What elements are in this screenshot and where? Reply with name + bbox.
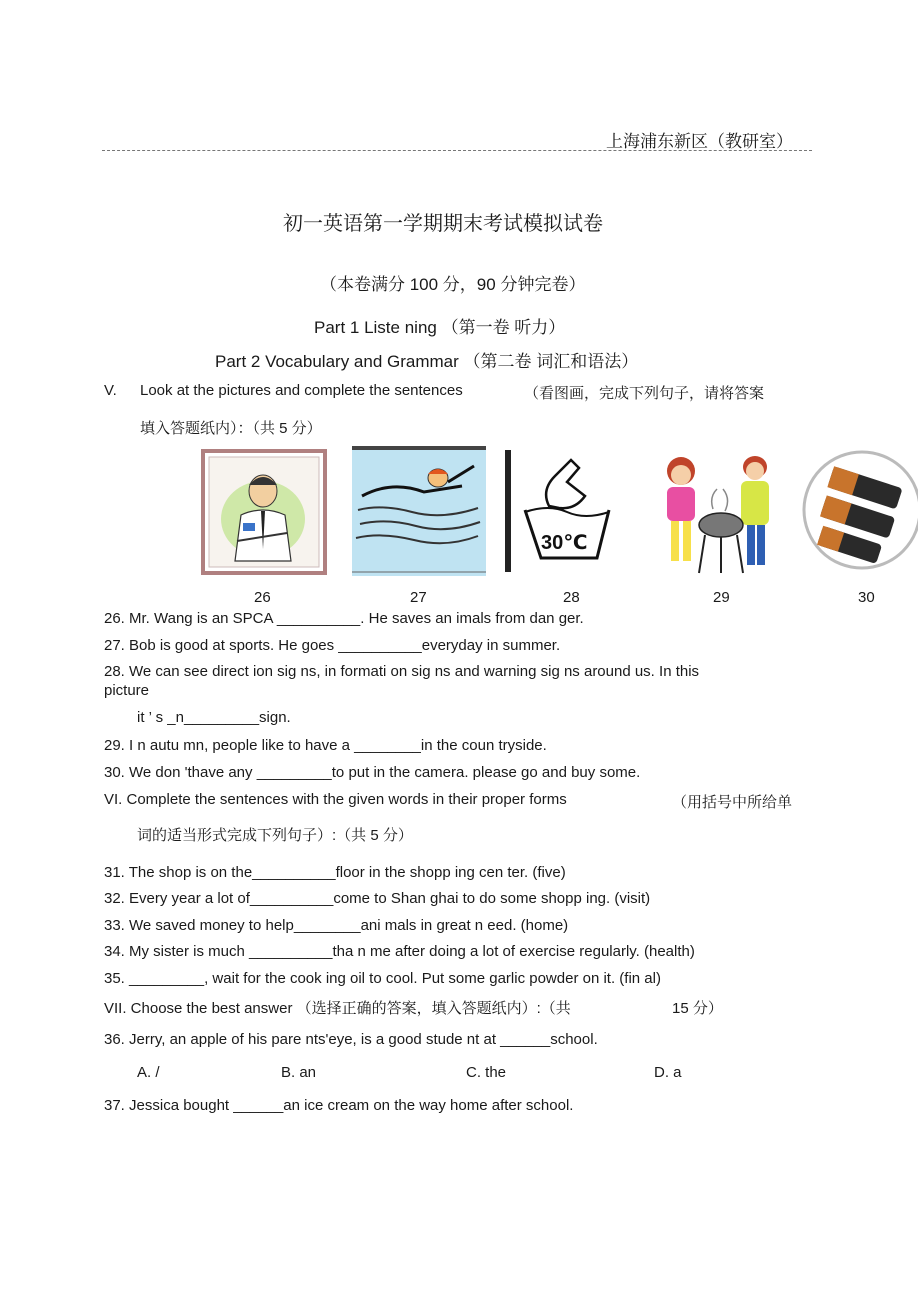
section5-instruction-cn-2: 填入答题纸内）：（共 5 分） bbox=[140, 420, 322, 437]
picture-label-29: 29 bbox=[713, 589, 730, 606]
question-37: 37. Jessica bought ______an ice cream on the way home after school. bbox=[104, 1097, 574, 1114]
question-30: 30. We don 'thave any _________to put in the camera. please go and buy some. bbox=[104, 764, 641, 781]
wash-temperature: 30℃ bbox=[541, 532, 588, 554]
section6-instruction-cn: （用括号中所给单 bbox=[672, 794, 793, 811]
section6-instruction-cn-2: 词的适当形式完成下列句子）:（共 5 分） bbox=[137, 827, 413, 844]
wash-symbol-picture bbox=[505, 450, 613, 572]
officer-picture bbox=[201, 449, 327, 575]
picture-label-26: 26 bbox=[254, 589, 271, 606]
page-subtitle: （本卷满分 100 分，90 分钟完卷） bbox=[320, 275, 586, 294]
header-org: 上海浦东新区（教研室） bbox=[606, 132, 793, 151]
batteries-picture bbox=[800, 447, 918, 573]
section5-instruction-cn: （看图画，完成下列句子，请将答案 bbox=[524, 385, 765, 402]
page-title: 初一英语第一学期期末考试模拟试卷 bbox=[283, 213, 603, 235]
question-27: 27. Bob is good at sports. He goes __________everyday in summer. bbox=[104, 637, 561, 654]
section7-score: 15 分） bbox=[672, 1000, 723, 1017]
question-26: 26. Mr. Wang is an SPCA __________. He saves an imals from dan ger. bbox=[104, 610, 584, 627]
header-divider bbox=[102, 150, 812, 151]
question-28-cont: picture bbox=[104, 682, 150, 699]
question-36-option-c: C. the bbox=[466, 1064, 507, 1081]
part2-heading: Part 2 Vocabulary and Grammar （第二卷 词汇和语法） bbox=[215, 352, 639, 371]
question-32: 32. Every year a lot of__________come to Shan ghai to do some shopp ing. (visit) bbox=[104, 890, 651, 907]
question-36-option-d: D. a bbox=[654, 1064, 682, 1081]
question-36-option-b: B. an bbox=[281, 1064, 317, 1081]
picture-label-27: 27 bbox=[410, 589, 427, 606]
question-33: 33. We saved money to help________ani mals in great n eed. (home) bbox=[104, 917, 569, 934]
picture-label-28: 28 bbox=[563, 589, 580, 606]
section6-instruction: VI. Complete the sentences with the given words in their proper forms bbox=[104, 791, 567, 808]
section5-instruction: Look at the pictures and complete the sentences bbox=[140, 382, 463, 399]
question-36-option-a: A. / bbox=[137, 1064, 160, 1081]
question-34: 34. My sister is much __________tha n me after doing a lot of exercise regularly. (health) bbox=[104, 943, 695, 960]
picture-label-30: 30 bbox=[858, 589, 875, 606]
question-31: 31. The shop is on the__________floor in the shopp ing cen ter. (five) bbox=[104, 864, 566, 881]
section7-instruction: VII. Choose the best answer （选择正确的答案，填入答题纸内）:（共 bbox=[104, 1000, 571, 1017]
question-35: 35. _________, wait for the cook ing oil to cool. Put some garlic powder on it. (fin al) bbox=[104, 970, 661, 987]
barbecue-picture bbox=[655, 449, 789, 577]
question-28: 28. We can see direct ion sig ns, in formati on sig ns and warning sig ns around us. In this bbox=[104, 663, 700, 680]
question-29: 29. I n autu mn, people like to have a ________in the coun tryside. bbox=[104, 737, 547, 754]
section5-number: V. bbox=[104, 382, 117, 399]
part1-heading: Part 1 Liste ning （第一卷 听力） bbox=[314, 318, 566, 337]
swimmer-picture bbox=[352, 446, 486, 576]
question-36: 36. Jerry, an apple of his pare nts'eye, is a good stude nt at ______school. bbox=[104, 1031, 598, 1048]
question-28-answer: it ’ s _n_________sign. bbox=[137, 709, 291, 726]
